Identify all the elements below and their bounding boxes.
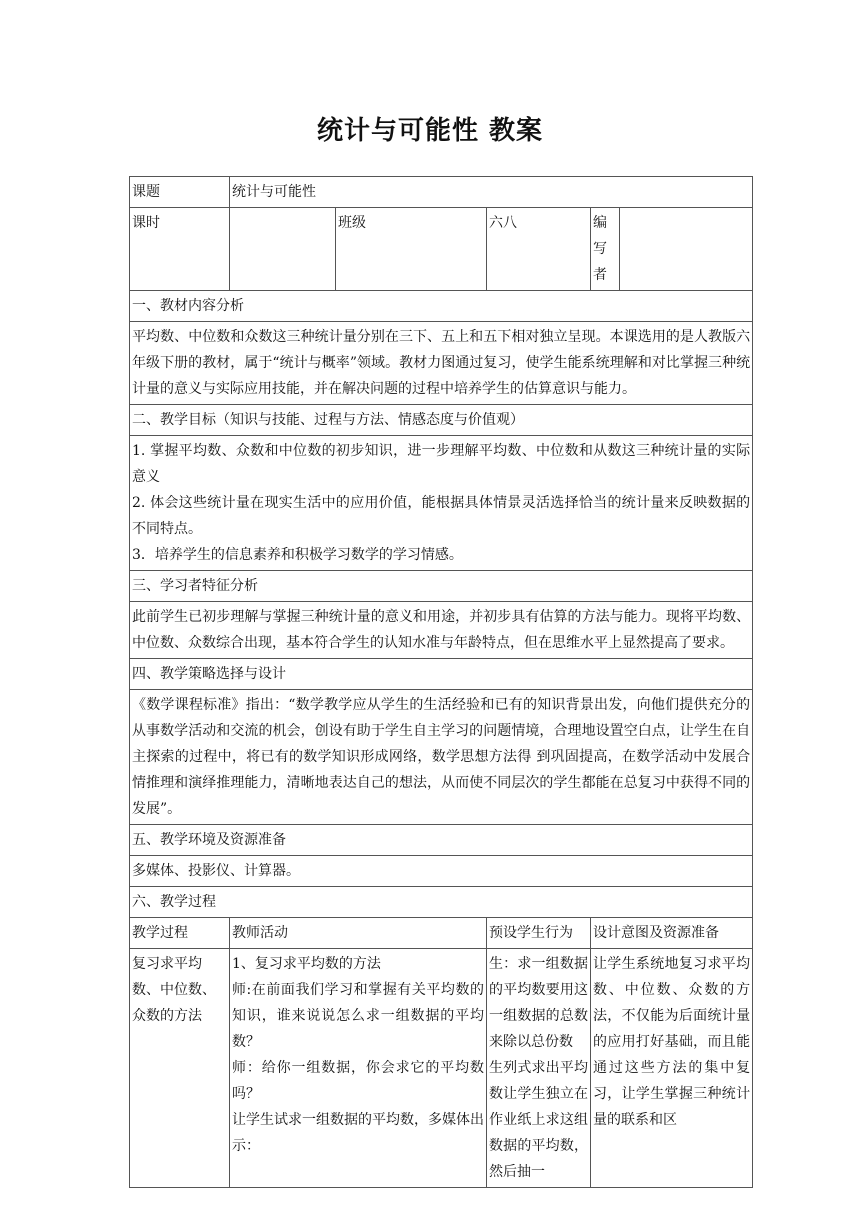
student-line-1: 生：求一组数据的平均数要用这一组数据的总数来除以总份数 [489,956,588,1050]
teacher-line-2: 师:在前面我们学习和掌握有关平均数的知识，谁来说说怎么求一组数据的平均数？ [232,982,484,1050]
author-label: 编写者 [591,208,620,291]
teacher-line-3: 师：给你一组数据，你会求它的平均数吗？ [232,1060,484,1102]
section-3-title: 三、学习者特征分析 [130,571,753,602]
process-col-teacher: 教师活动 [230,918,487,949]
section-1-title: 一、教材内容分析 [130,291,753,322]
process-row [130,949,753,1188]
student-behavior [487,949,591,1188]
section-4-title: 四、教学策略选择与设计 [130,659,753,690]
process-header-row [130,918,753,949]
teacher-activity [230,949,487,1188]
teacher-line-1: 1、复习求平均数的方法 [232,956,381,972]
section-5-title: 五、教学环境及资源准备 [130,825,753,856]
class-value: 六八 [487,208,591,291]
process-col-stage: 教学过程 [130,918,230,949]
lesson-plan-table [129,176,753,1188]
page-title: 统计与可能性 教案 [316,116,544,146]
period-value [230,208,336,291]
topic-row [130,177,753,208]
info-row [130,208,753,291]
objective-3: 3．培养学生的信息素养和积极学习数学的学习情感。 [132,547,463,563]
topic-value: 统计与可能性 [230,177,753,208]
section-6-title: 六、教学过程 [130,887,753,918]
section-2-body [130,436,753,571]
section-1-body: 平均数、中位数和众数这三种统计量分别在三下、五上和五下相对独立呈现。本课选用的是人教版六年级下册的教材，属于“统计与概率”领域。教材力图通过复习，使学生能系统理解和对比掌握三种统计量的意义与实际应用技能，并在解决问题的过程中培养学生的估算意识与能力。 [130,322,753,405]
teacher-line-4: 让学生试求一组数据的平均数，多媒体出示： [232,1112,484,1154]
student-line-2: 生列式求出平均数让学生独立在作业纸上求这组数据的平均数，然后抽一 [489,1060,588,1180]
topic-label: 课题 [130,177,230,208]
process-stage: 复习求平均数、中位数、众数的方法 [130,949,230,1188]
section-3-body: 此前学生已初步理解与掌握三种统计量的意义和用途，并初步具有估算的方法与能力。现将平均数、中位数、众数综合出现，基本符合学生的认知水准与年龄特点，但在思维水平上显然提高了要求。 [130,602,753,659]
section-5-body: 多媒体、投影仪、计算器。 [130,856,753,887]
design-intent: 让学生系统地复习求平均数、中位数、众数的方法，不仅能为后面统计量的应用打好基础，而且能通过这些方法的集中复习，让学生掌握三种统计量的联系和区 [591,949,753,1188]
process-col-intent: 设计意图及资源准备 [591,918,753,949]
objective-1: 1. 掌握平均数、众数和中位数的初步知识，进一步理解平均数、中位数和从数这三种统计量的实际意义 [132,443,751,485]
class-label: 班级 [336,208,487,291]
period-label: 课时 [130,208,230,291]
objective-2: 2. 体会这些统计量在现实生活中的应用价值，能根据具体情景灵活选择恰当的统计量来反映数据的不同特点。 [132,495,751,537]
process-col-student: 预设学生行为 [487,918,591,949]
author-value [620,208,753,291]
section-2-title: 二、教学目标（知识与技能、过程与方法、情感态度与价值观） [130,405,753,436]
section-4-body: 《数学课程标准》指出：“数学教学应从学生的生活经验和已有的知识背景出发，向他们提供充分的 从事数学活动和交流的机会，创设有助于学生自主学习的问题情境，合理地设置空白点，让学生在自主探索的过程中，将已有的数学知识形成网络，数学思想方法得 到巩固提高，在数学活动中发展合情推理和演绎推理能力，清晰地表达自己的想法，从而使不同层次的学生都能在总复习中获得不同的发展”。 [130,690,753,825]
